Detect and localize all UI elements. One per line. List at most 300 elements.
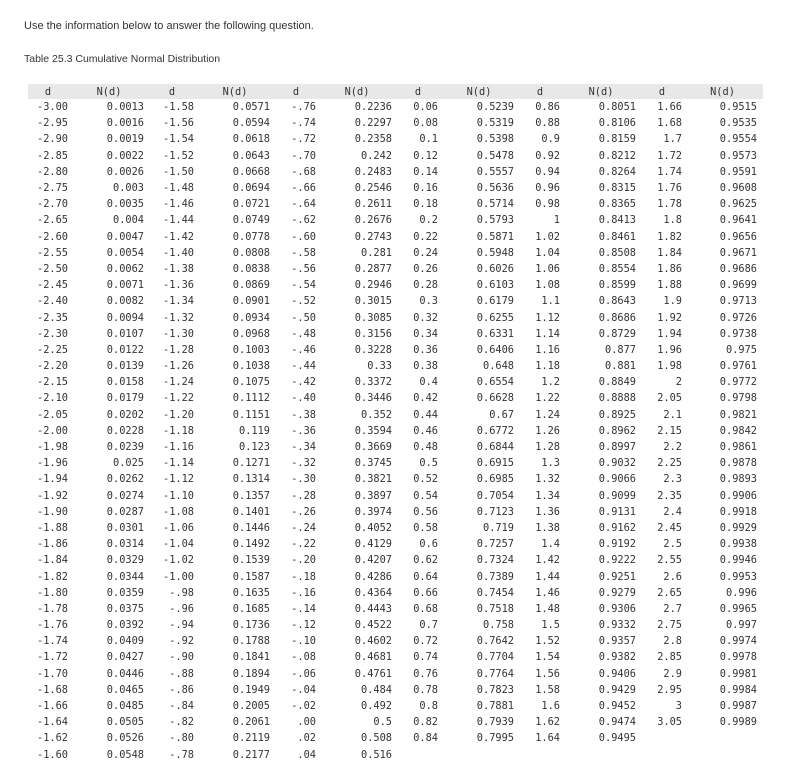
d-value-cell: -.84 xyxy=(169,700,194,713)
d-value-cell: 0.56 xyxy=(413,505,438,518)
d-value-cell: 0.06 xyxy=(413,101,438,114)
d-value-cell: -1.18 xyxy=(163,424,194,437)
table-row xyxy=(28,293,763,309)
nd-value-cell: 0.6844 xyxy=(476,441,514,454)
nd-value-cell: 0.119 xyxy=(239,424,270,437)
nd-value-cell: 0.484 xyxy=(361,683,392,696)
nd-value-cell: 0.8729 xyxy=(598,327,636,340)
table-row xyxy=(28,407,763,423)
nd-value-cell: 0.0778 xyxy=(232,230,270,243)
d-value-cell: 0.7 xyxy=(419,619,438,632)
d-value-cell: 0.6 xyxy=(419,538,438,551)
nd-value-cell: 0.8212 xyxy=(598,149,636,162)
d-value-cell: -2.35 xyxy=(37,311,68,324)
nd-value-cell: 0.9591 xyxy=(719,165,757,178)
nd-value-cell: 0.9382 xyxy=(598,651,636,664)
d-value-cell: -.76 xyxy=(291,101,316,114)
d-value-cell: -.42 xyxy=(291,376,316,389)
nd-value-cell: 0.5 xyxy=(373,716,392,729)
nd-value-cell: 0.9953 xyxy=(719,570,757,583)
d-value-cell: 0.26 xyxy=(413,262,438,275)
nd-value-cell: 0.5636 xyxy=(476,182,514,195)
nd-value-cell: 0.0016 xyxy=(106,117,144,130)
nd-value-cell: 0.3745 xyxy=(354,457,392,470)
d-value-cell: 1.14 xyxy=(535,327,560,340)
d-value-cell: 0.3 xyxy=(419,295,438,308)
d-value-cell: 0.46 xyxy=(413,424,438,437)
nd-value-cell: 0.0035 xyxy=(106,198,144,211)
d-value-cell: -.58 xyxy=(291,246,316,259)
d-value-cell: 1.12 xyxy=(535,311,560,324)
d-value-cell: 1.34 xyxy=(535,489,560,502)
nd-value-cell: 0.7764 xyxy=(476,667,514,680)
d-value-cell: -.22 xyxy=(291,538,316,551)
d-value-cell: 1.76 xyxy=(657,182,682,195)
nd-value-cell: 0.9251 xyxy=(598,570,636,583)
d-value-cell: -1.42 xyxy=(163,230,194,243)
nd-value-cell: 0.0062 xyxy=(106,262,144,275)
d-value-cell: 1.22 xyxy=(535,392,560,405)
d-value-cell: 0.96 xyxy=(535,182,560,195)
d-value-cell: 0.2 xyxy=(419,214,438,227)
nd-value-cell: 0.9452 xyxy=(598,700,636,713)
nd-value-cell: 0.9306 xyxy=(598,602,636,615)
nd-value-cell: 0.4522 xyxy=(354,619,392,632)
d-value-cell: -.18 xyxy=(291,570,316,583)
d-value-cell: -1.86 xyxy=(37,538,68,551)
d-value-cell: -1.74 xyxy=(37,635,68,648)
d-value-cell: -.02 xyxy=(291,700,316,713)
nd-value-cell: 0.4052 xyxy=(354,521,392,534)
d-value-cell: -1.50 xyxy=(163,165,194,178)
nd-value-cell: 0.8159 xyxy=(598,133,636,146)
nd-value-cell: 0.3372 xyxy=(354,376,392,389)
d-value-cell: -1.22 xyxy=(163,392,194,405)
nd-value-cell: 0.0934 xyxy=(232,311,270,324)
d-value-cell xyxy=(642,747,688,763)
nd-value-cell xyxy=(688,747,763,763)
nd-value-cell: 0.2676 xyxy=(354,214,392,227)
table-row xyxy=(28,633,763,649)
d-value-cell: 1.86 xyxy=(657,262,682,275)
d-value-cell: -.94 xyxy=(169,619,194,632)
d-value-cell: 1.06 xyxy=(535,262,560,275)
d-value-cell: 1.46 xyxy=(535,586,560,599)
d-value-cell: -1.04 xyxy=(163,538,194,551)
d-value-cell: -1.96 xyxy=(37,457,68,470)
d-value-cell: 1.04 xyxy=(535,246,560,259)
d-value-cell: -1.06 xyxy=(163,521,194,534)
d-value-cell: 2.3 xyxy=(663,473,682,486)
nd-value-cell: 0.9987 xyxy=(719,700,757,713)
d-value-cell: 1.78 xyxy=(657,198,682,211)
nd-value-cell: 0.4286 xyxy=(354,570,392,583)
nd-value-cell: 0.9761 xyxy=(719,360,757,373)
d-value-cell: 2.65 xyxy=(657,586,682,599)
nd-value-cell: 0.0022 xyxy=(106,149,144,162)
header-nd: N(d) xyxy=(200,84,276,99)
d-value-cell: 0.22 xyxy=(413,230,438,243)
nd-value-cell: 0.2946 xyxy=(354,279,392,292)
nd-value-cell: 0.3821 xyxy=(354,473,392,486)
nd-value-cell: 0.2877 xyxy=(354,262,392,275)
d-value-cell: -1.08 xyxy=(163,505,194,518)
nd-value-cell: 0.9032 xyxy=(598,457,636,470)
nd-value-cell: 0.2743 xyxy=(354,230,392,243)
nd-value-cell: 0.4761 xyxy=(354,667,392,680)
nd-value-cell: 0.6406 xyxy=(476,343,514,356)
nd-value-cell: 0.0107 xyxy=(106,327,144,340)
nd-value-cell: 0.0314 xyxy=(106,538,144,551)
nd-value-cell: 0.9429 xyxy=(598,683,636,696)
nd-value-cell: 0.8997 xyxy=(598,441,636,454)
nd-value-cell: 0.997 xyxy=(726,619,757,632)
table-row xyxy=(28,164,763,180)
nd-value-cell: 0.9406 xyxy=(598,667,636,680)
d-value-cell: 0.84 xyxy=(413,732,438,745)
nd-value-cell: 0.8686 xyxy=(598,311,636,324)
nd-value-cell: 0.9893 xyxy=(719,473,757,486)
nd-value-cell: 0.352 xyxy=(361,408,392,421)
nd-value-cell: 0.8554 xyxy=(598,262,636,275)
table-row xyxy=(28,229,763,245)
nd-value-cell: 0.6915 xyxy=(476,457,514,470)
d-value-cell: -1.02 xyxy=(163,554,194,567)
d-value-cell: 2 xyxy=(675,376,682,389)
nd-value-cell: 0.0301 xyxy=(106,521,144,534)
d-value-cell: -.16 xyxy=(291,586,316,599)
nd-value-cell: 0.0026 xyxy=(106,165,144,178)
d-value-cell xyxy=(520,747,566,763)
nd-value-cell: 0.281 xyxy=(361,246,392,259)
nd-value-cell: 0.4681 xyxy=(354,651,392,664)
nd-value-cell: 0.3974 xyxy=(354,505,392,518)
table-header-row xyxy=(28,84,763,99)
nd-value-cell: 0.9861 xyxy=(719,441,757,454)
nd-value-cell: 0.6331 xyxy=(476,327,514,340)
d-value-cell: -.52 xyxy=(291,295,316,308)
nd-value-cell: 0.9066 xyxy=(598,473,636,486)
nd-value-cell: 0.1038 xyxy=(232,360,270,373)
d-value-cell: 0.74 xyxy=(413,651,438,664)
d-value-cell: -1.70 xyxy=(37,667,68,680)
table-row xyxy=(28,455,763,471)
d-value-cell: 2.4 xyxy=(663,505,682,518)
nd-value-cell: 0.33 xyxy=(367,360,392,373)
d-value-cell: 1.56 xyxy=(535,667,560,680)
d-value-cell: -1.44 xyxy=(163,214,194,227)
nd-value-cell: 0.492 xyxy=(361,700,392,713)
nd-value-cell: 0.9726 xyxy=(719,311,757,324)
d-value-cell: 1.28 xyxy=(535,441,560,454)
nd-value-cell: 0.0618 xyxy=(232,133,270,146)
d-value-cell: 1.62 xyxy=(535,716,560,729)
nd-value-cell: 0.1357 xyxy=(232,489,270,502)
d-value-cell: 3 xyxy=(675,700,682,713)
nd-value-cell: 0.7324 xyxy=(476,554,514,567)
nd-value-cell: 0.0808 xyxy=(232,246,270,259)
d-value-cell: 2.2 xyxy=(663,441,682,454)
d-value-cell: 0.08 xyxy=(413,117,438,130)
d-value-cell: -1.14 xyxy=(163,457,194,470)
d-value-cell: 2.5 xyxy=(663,538,682,551)
d-value-cell: 0.64 xyxy=(413,570,438,583)
table-row xyxy=(28,649,763,665)
d-value-cell: -1.98 xyxy=(37,441,68,454)
nd-value-cell: 0.1075 xyxy=(232,376,270,389)
header-nd: N(d) xyxy=(322,84,398,99)
d-value-cell: -.56 xyxy=(291,262,316,275)
d-value-cell: 1.18 xyxy=(535,360,560,373)
table-row xyxy=(28,536,763,552)
d-value-cell: 1.68 xyxy=(657,117,682,130)
nd-value-cell: 0.9573 xyxy=(719,149,757,162)
nd-value-cell: 0.9984 xyxy=(719,683,757,696)
nd-value-cell: 0.1788 xyxy=(232,635,270,648)
instruction-text: Use the information below to answer the following question. xyxy=(24,20,314,32)
d-value-cell: -1.62 xyxy=(37,732,68,745)
nd-value-cell: 0.8643 xyxy=(598,295,636,308)
nd-value-cell: 0.3594 xyxy=(354,424,392,437)
d-value-cell: 0.62 xyxy=(413,554,438,567)
d-value-cell: 1.92 xyxy=(657,311,682,324)
d-value-cell: 1.64 xyxy=(535,732,560,745)
d-value-cell: -.08 xyxy=(291,651,316,664)
d-value-cell: .04 xyxy=(297,748,316,761)
d-value-cell: -1.46 xyxy=(163,198,194,211)
nd-value-cell: 0.0968 xyxy=(232,327,270,340)
nd-value-cell: 0.5319 xyxy=(476,117,514,130)
d-value-cell: -1.54 xyxy=(163,133,194,146)
d-value-cell: 1.94 xyxy=(657,327,682,340)
table-row xyxy=(28,730,763,746)
nd-value-cell: 0.9878 xyxy=(719,457,757,470)
d-value-cell: 3.05 xyxy=(657,716,682,729)
nd-value-cell: 0.6026 xyxy=(476,262,514,275)
d-value-cell xyxy=(398,747,444,763)
nd-value-cell: 0.8461 xyxy=(598,230,636,243)
nd-value-cell: 0.0054 xyxy=(106,246,144,259)
nd-value-cell: 0.0082 xyxy=(106,295,144,308)
nd-value-cell: 0.8365 xyxy=(598,198,636,211)
d-value-cell: -2.70 xyxy=(37,198,68,211)
d-value-cell: 0.28 xyxy=(413,279,438,292)
nd-value-cell: 0.8925 xyxy=(598,408,636,421)
nd-value-cell: 0.0274 xyxy=(106,489,144,502)
nd-value-cell: 0.8849 xyxy=(598,376,636,389)
header-d: d xyxy=(398,84,444,99)
table-row xyxy=(28,617,763,633)
d-value-cell: 0.18 xyxy=(413,198,438,211)
d-value-cell: -.30 xyxy=(291,473,316,486)
d-value-cell: 1.4 xyxy=(541,538,560,551)
nd-value-cell xyxy=(566,747,642,763)
nd-value-cell: 0.003 xyxy=(113,182,144,195)
header-d: d xyxy=(28,84,74,99)
table-row xyxy=(28,504,763,520)
d-value-cell: 2.15 xyxy=(657,424,682,437)
nd-value-cell: 0.5871 xyxy=(476,230,514,243)
table-row xyxy=(28,196,763,212)
d-value-cell: 1.66 xyxy=(657,101,682,114)
nd-value-cell: 0.0392 xyxy=(106,619,144,632)
nd-value-cell: 0.2483 xyxy=(354,165,392,178)
table-row xyxy=(28,471,763,487)
d-value-cell: 1.44 xyxy=(535,570,560,583)
nd-value-cell: 0.8508 xyxy=(598,246,636,259)
table-row xyxy=(28,342,763,358)
d-value-cell: -.44 xyxy=(291,360,316,373)
nd-value-cell: 0.9535 xyxy=(719,117,757,130)
nd-value-cell: 0.4364 xyxy=(354,586,392,599)
d-value-cell: -1.78 xyxy=(37,602,68,615)
d-value-cell: 2.9 xyxy=(663,667,682,680)
d-value-cell: -.04 xyxy=(291,683,316,696)
d-value-cell: -.48 xyxy=(291,327,316,340)
d-value-cell: 1.9 xyxy=(663,295,682,308)
d-value-cell: -1.20 xyxy=(163,408,194,421)
table-caption: Table 25.3 Cumulative Normal Distribution xyxy=(24,53,221,65)
table-row xyxy=(28,390,763,406)
nd-value-cell: 0.0668 xyxy=(232,165,270,178)
d-value-cell: 1.3 xyxy=(541,457,560,470)
d-value-cell: -1.64 xyxy=(37,716,68,729)
d-value-cell: -.74 xyxy=(291,117,316,130)
nd-value-cell: 0.0239 xyxy=(106,441,144,454)
table-row xyxy=(28,552,763,568)
nd-value-cell: 0.025 xyxy=(113,457,144,470)
nd-value-cell: 0.2297 xyxy=(354,117,392,130)
d-value-cell: -.96 xyxy=(169,602,194,615)
nd-value-cell: 0.2005 xyxy=(232,700,270,713)
d-value-cell: -1.30 xyxy=(163,327,194,340)
nd-value-cell: 0.9554 xyxy=(719,133,757,146)
nd-value-cell: 0.1003 xyxy=(232,343,270,356)
table-row xyxy=(28,309,763,325)
d-value-cell: -2.80 xyxy=(37,165,68,178)
nd-value-cell: 0.975 xyxy=(726,343,757,356)
nd-value-cell: 0.1685 xyxy=(232,602,270,615)
d-value-cell: 1.6 xyxy=(541,700,560,713)
d-value-cell: -1.10 xyxy=(163,489,194,502)
nd-value-cell: 0.0122 xyxy=(106,343,144,356)
nd-value-cell: 0.1151 xyxy=(232,408,270,421)
table-row xyxy=(28,99,763,115)
d-value-cell: 1.82 xyxy=(657,230,682,243)
d-value-cell: 0.42 xyxy=(413,392,438,405)
nd-value-cell: 0.9772 xyxy=(719,376,757,389)
nd-value-cell: 0.1894 xyxy=(232,667,270,680)
d-value-cell: -2.95 xyxy=(37,117,68,130)
table-row xyxy=(28,488,763,504)
table-row xyxy=(28,277,763,293)
nd-value-cell: 0.67 xyxy=(489,408,514,421)
nd-value-cell: 0.4443 xyxy=(354,602,392,615)
nd-value-cell: 0.0262 xyxy=(106,473,144,486)
d-value-cell: -.70 xyxy=(291,149,316,162)
nd-value-cell: 0.9938 xyxy=(719,538,757,551)
nd-value-cell: 0.123 xyxy=(239,441,270,454)
d-value-cell: -1.16 xyxy=(163,441,194,454)
nd-value-cell: 0.1587 xyxy=(232,570,270,583)
d-value-cell: 1.96 xyxy=(657,343,682,356)
d-value-cell: 1.84 xyxy=(657,246,682,259)
cumulative-normal-table xyxy=(28,84,763,763)
nd-value-cell: 0.5478 xyxy=(476,149,514,162)
nd-value-cell: 0.1492 xyxy=(232,538,270,551)
d-value-cell: -2.40 xyxy=(37,295,68,308)
d-value-cell: -.62 xyxy=(291,214,316,227)
nd-value-cell: 0.0526 xyxy=(106,732,144,745)
nd-value-cell: 0.4602 xyxy=(354,635,392,648)
d-value-cell: 0.8 xyxy=(419,700,438,713)
nd-value-cell: 0.7939 xyxy=(476,716,514,729)
nd-value-cell: 0.0019 xyxy=(106,133,144,146)
nd-value-cell: 0.9989 xyxy=(719,716,757,729)
d-value-cell: 1.7 xyxy=(663,133,682,146)
d-value-cell: 1.42 xyxy=(535,554,560,567)
d-value-cell: -.28 xyxy=(291,489,316,502)
nd-value-cell: 0.5793 xyxy=(476,214,514,227)
nd-value-cell: 0.0465 xyxy=(106,683,144,696)
nd-value-cell: 0.5948 xyxy=(476,246,514,259)
nd-value-cell: 0.0228 xyxy=(106,424,144,437)
d-value-cell: 0.92 xyxy=(535,149,560,162)
nd-value-cell: 0.9946 xyxy=(719,554,757,567)
d-value-cell: 2.8 xyxy=(663,635,682,648)
table-row xyxy=(28,520,763,536)
nd-value-cell: 0.8264 xyxy=(598,165,636,178)
d-value-cell: 1.8 xyxy=(663,214,682,227)
header-d: d xyxy=(520,84,566,99)
nd-value-cell: 0.8888 xyxy=(598,392,636,405)
d-value-cell: 0.94 xyxy=(535,165,560,178)
nd-value-cell: 0.5557 xyxy=(476,165,514,178)
nd-value-cell: 0.9918 xyxy=(719,505,757,518)
nd-value-cell: 0.3446 xyxy=(354,392,392,405)
d-value-cell: -1.72 xyxy=(37,651,68,664)
nd-value-cell: 0.6103 xyxy=(476,279,514,292)
nd-value-cell: 0.0694 xyxy=(232,182,270,195)
nd-value-cell: 0.9713 xyxy=(719,295,757,308)
d-value-cell: -1.48 xyxy=(163,182,194,195)
d-value-cell: -.90 xyxy=(169,651,194,664)
nd-value-cell: 0.6628 xyxy=(476,392,514,405)
d-value-cell: -2.90 xyxy=(37,133,68,146)
nd-value-cell: 0.4129 xyxy=(354,538,392,551)
nd-value-cell: 0.9099 xyxy=(598,489,636,502)
nd-value-cell: 0.0287 xyxy=(106,505,144,518)
d-value-cell: 1.24 xyxy=(535,408,560,421)
nd-value-cell: 0.9671 xyxy=(719,246,757,259)
nd-value-cell: 0.648 xyxy=(483,360,514,373)
d-value-cell: 1.74 xyxy=(657,165,682,178)
nd-value-cell: 0.516 xyxy=(361,748,392,761)
d-value-cell: 1.5 xyxy=(541,619,560,632)
nd-value-cell: 0.9515 xyxy=(719,101,757,114)
nd-value-cell: 0.7704 xyxy=(476,651,514,664)
d-value-cell: 0.5 xyxy=(419,457,438,470)
d-value-cell: 1.38 xyxy=(535,521,560,534)
table-row xyxy=(28,666,763,682)
d-value-cell: -2.05 xyxy=(37,408,68,421)
d-value-cell: -.24 xyxy=(291,521,316,534)
d-value-cell: -.60 xyxy=(291,230,316,243)
d-value-cell: 1.88 xyxy=(657,279,682,292)
nd-value-cell: 0.877 xyxy=(605,343,636,356)
nd-value-cell: 0.1314 xyxy=(232,473,270,486)
nd-value-cell: 0.9474 xyxy=(598,716,636,729)
